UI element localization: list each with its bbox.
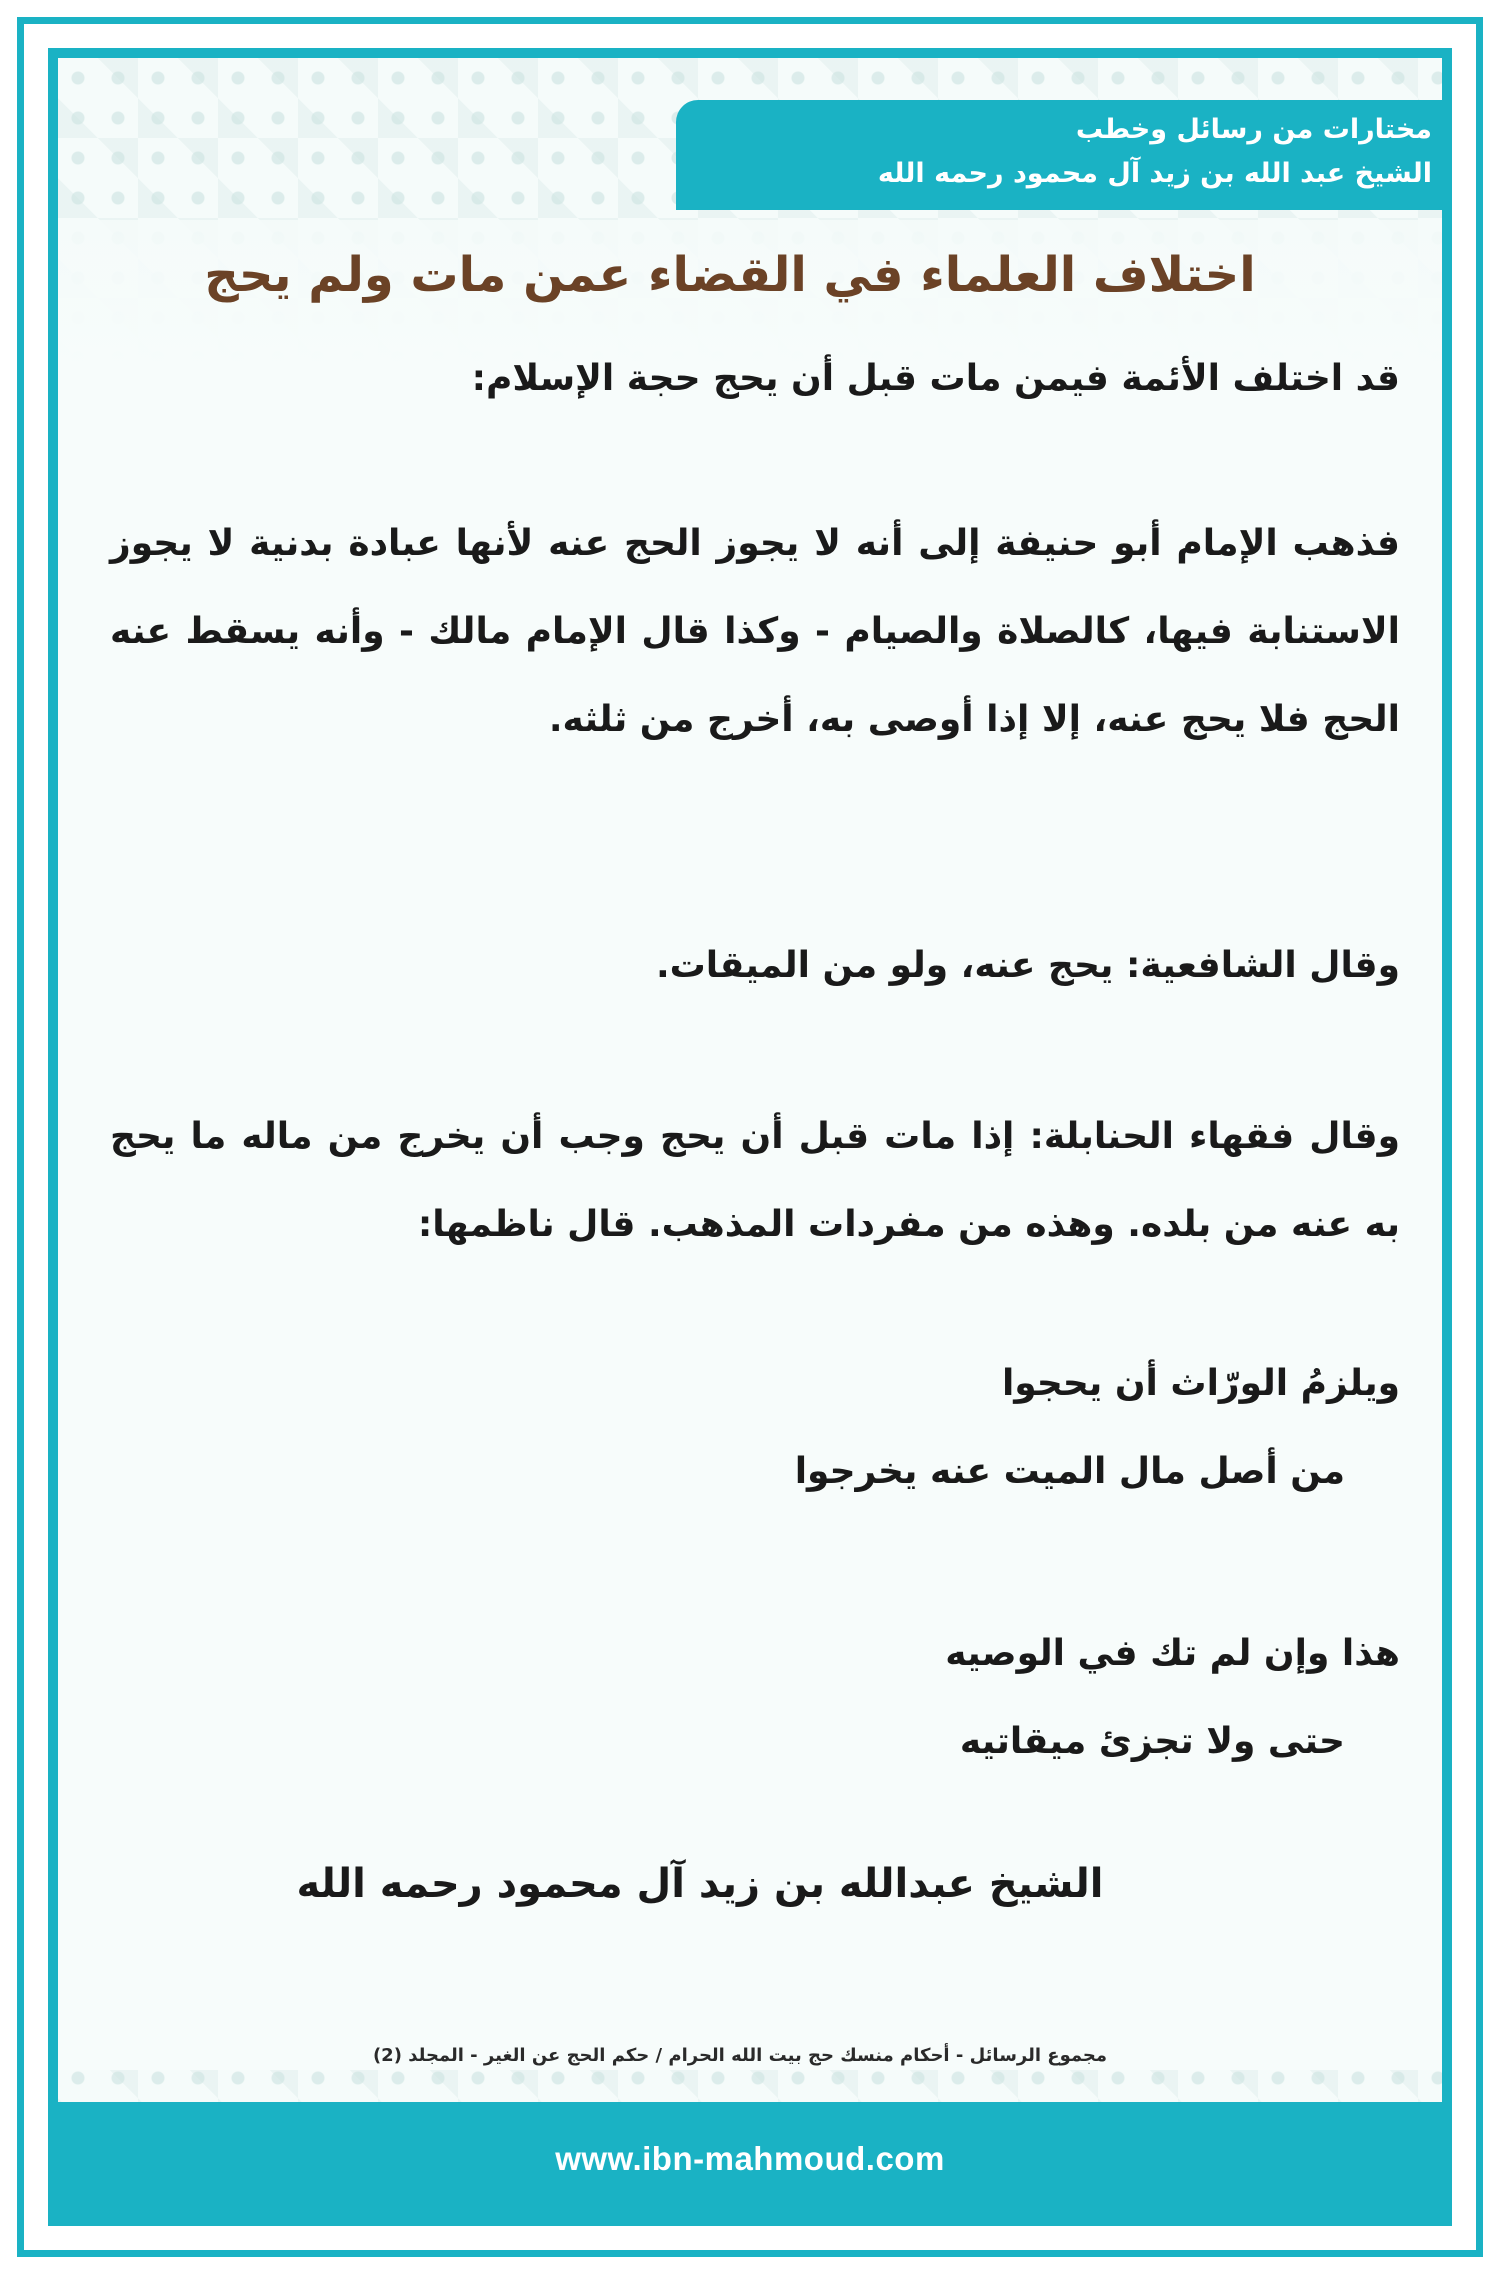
verse-block-first — [110, 1340, 1400, 1516]
paragraph-hanafi-maliki: فذهب الإمام أبو حنيفة إلى أنه لا يجوز الحج عنه لأنها عبادة بدنية لا يجوز الاستنابة فيها، كالصلاة والصيام - وكذا قال الإمام مالك - وأنه يسقط عنه الحج فلا يحج عنه، إلا إذا أوصى به، أخرج من ثلثه. — [110, 523, 1400, 740]
page-title: اختلاف العلماء في القضاء عمن مات ولم يحج — [204, 247, 1256, 303]
header-collection-title: مختارات من رسائل وخطب — [1075, 114, 1432, 145]
verse-line: من أصل مال الميت عنه يخرجوا — [794, 1451, 1345, 1492]
paragraph-intro: قد اختلف الأئمة فيمن مات قبل أن يحج حجة الإسلام: — [471, 358, 1400, 399]
verse-line: حتى ولا تجزئ ميقاتيه — [959, 1721, 1345, 1762]
paragraph-shafii: وقال الشافعية: يحج عنه، ولو من الميقات. — [655, 945, 1400, 986]
verse-block-second — [110, 1610, 1400, 1786]
verse-line: هذا وإن لم تك في الوصيه — [945, 1633, 1400, 1674]
verse-line: ويلزمُ الورّاث أن يحجوا — [1001, 1363, 1400, 1404]
header-author-name: الشيخ عبد الله بن زيد آل محمود رحمه الله — [877, 158, 1432, 189]
author-signature: الشيخ عبدالله بن زيد آل محمود رحمه الله — [296, 1861, 1104, 1907]
website-link[interactable]: www.ibn-mahmoud.com — [555, 2140, 945, 2177]
header-banner — [676, 100, 1452, 210]
paragraph-hanbali: وقال فقهاء الحنابلة: إذا مات قبل أن يحج وجب أن يخرج من ماله ما يحج به عنه من بلده. وهذه من مفردات المذهب. قال ناظمها: — [110, 1116, 1400, 1245]
source-reference: مجموع الرسائل - أحكام منسك حج بيت الله الحرام / حكم الحج عن الغير - المجلد (2) — [372, 2045, 1108, 2066]
footer-banner — [58, 2102, 1442, 2216]
